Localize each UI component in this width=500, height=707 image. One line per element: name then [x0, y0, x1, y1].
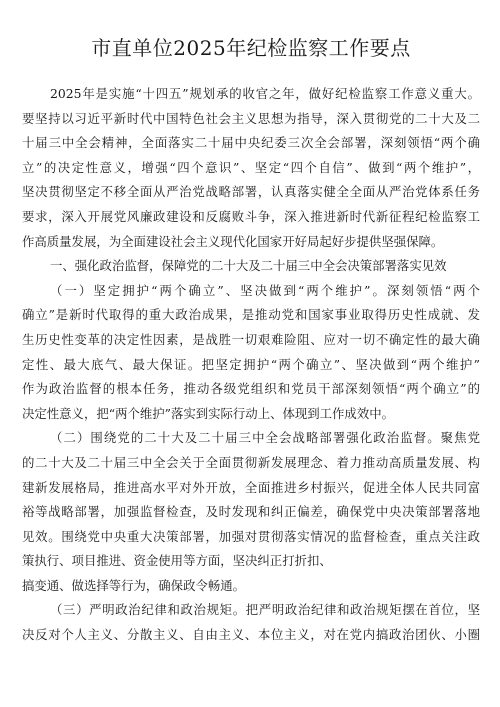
text-line: 立”的决定性意义，增强“四个意识”、坚定“四个自信”、做到“两个维护”，	[22, 159, 480, 175]
text-line: 要求，深入开展党风廉政建设和反腐败斗争，深入推进新时代新征程纪检监察工	[22, 208, 480, 224]
text-line: 作高质量发展，为全面建设社会主义现代化国家开好局起好步提供坚强保障。	[22, 233, 444, 249]
text-line: 裕等战略部署，加强监督检查，及时发现和纠正偏差，确保党中央决策部署落地	[22, 504, 480, 520]
text-line: 十届三中全会精神，全面落实二十届中央纪委三次全会部署，深刻领悟“两个确	[22, 135, 480, 151]
text-line: 要坚持以习近平新时代中国特色社会主义思想为指导，深入贯彻党的二十大及二	[22, 110, 480, 126]
text-line: 2025年是实施“十四五”规划承的收官之年，做好纪检监察工作意义重大。	[50, 86, 480, 101]
text-line: 的二十大及二十届三中全会关于全面贯彻新发展理念、着力推动高质量发展、构	[22, 454, 480, 470]
text-line: 生历史性变革的决定性因素，是战胜一切艰难险阻、应对一切不确定性的最大确	[22, 331, 480, 347]
text-line: （三）严明政治纪律和政治规矩。把严明政治纪律和政治规矩摆在首位，坚	[50, 602, 480, 618]
text-line: （二）围绕党的二十大及二十届三中全会战略部署强化政治监督。聚焦党	[50, 430, 480, 446]
text-line: 作为政治监督的根本任务，推动各级党组织和党员干部深刻领悟“两个确立”的	[22, 381, 480, 397]
document-title: 市直单位2025年纪检监察工作要点	[91, 36, 411, 60]
document-body	[22, 82, 480, 648]
text-line: 一、强化政治监督，保障党的二十大及二十届三中全会决策部署落实见效	[50, 258, 447, 274]
text-line: 搞变通、做选择等行为，确保政令畅通。	[22, 577, 246, 593]
text-line: 确立”是新时代取得的重大政治成果，是推动党和国家事业取得历史性成就、发	[22, 307, 480, 323]
text-line: 定性、最大底气、最大保证。把坚定拥护“两个确立”、坚决做到“两个维护”	[22, 356, 480, 372]
text-line: 坚决贯彻坚定不移全面从严治党战略部署，认真落实健全全面从严治党体系任务	[22, 184, 480, 200]
text-line: 决定性意义，把“两个维护”落实到实际行动上、体现到工作成效中。	[22, 405, 394, 421]
text-line: （一）坚定拥护“两个确立”、坚决做到“两个维护”。深刻领悟“两个	[50, 282, 480, 298]
text-line: 策执行、项目推进、资金使用等方面，坚决纠正打折扣、	[22, 553, 332, 569]
text-line: 见效。围绕党中央重大决策部署，加强对贯彻落实情况的监督检查，重点关注政	[22, 528, 480, 544]
text-line: 建新发展格局，推进高水平对外开放，全面推进乡村振兴，促进全体人民共同富	[22, 479, 480, 495]
text-line: 决反对个人主义、分散主义、自由主义、本位主义，对在党内搞政治团伙、小圈	[22, 627, 480, 643]
